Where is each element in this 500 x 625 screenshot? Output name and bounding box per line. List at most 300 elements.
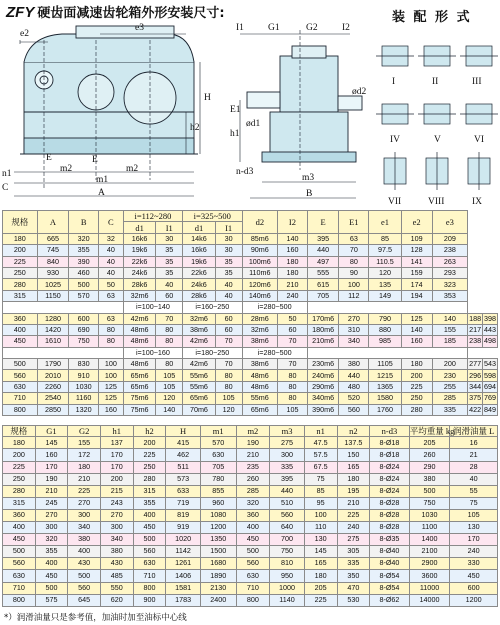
label-e3: e3 bbox=[135, 23, 144, 33]
table-cell: 1420 bbox=[37, 324, 69, 335]
label-m1: m1 bbox=[96, 175, 109, 185]
table-cell: 238 bbox=[469, 336, 482, 346]
table-row bbox=[3, 290, 498, 301]
table-cell: 500 bbox=[133, 534, 166, 546]
table-cell: 172 bbox=[68, 449, 101, 461]
table-cell: 750 bbox=[69, 336, 99, 347]
table-cell: 210 bbox=[337, 497, 370, 509]
assembly-label-4: IV bbox=[390, 135, 401, 145]
table2-header-row bbox=[3, 426, 498, 437]
table-cell: 22k6 bbox=[183, 267, 216, 278]
table-cell: 745 bbox=[37, 245, 69, 256]
table-cell: 960 bbox=[200, 497, 236, 509]
table-cell: 200 bbox=[3, 245, 38, 256]
table-row bbox=[3, 245, 498, 256]
table-cell: 40 bbox=[450, 473, 498, 485]
ratio-range-label: i=160~250 bbox=[183, 302, 242, 313]
label-I1: I1 bbox=[236, 23, 244, 33]
table-cell: 800 bbox=[3, 404, 38, 415]
table-cell: 57.5 bbox=[304, 449, 337, 461]
table-cell: 24k6 bbox=[123, 267, 156, 278]
label-h1: h1 bbox=[230, 129, 240, 139]
table-cell: 105 bbox=[278, 404, 308, 415]
table-cell: 640 bbox=[270, 522, 305, 534]
table-cell: 16 bbox=[450, 437, 498, 449]
label-E-right: E bbox=[92, 155, 98, 165]
table-cell: 380 bbox=[68, 534, 101, 546]
table-cell: 80 bbox=[215, 370, 242, 381]
table-cell: 160 bbox=[35, 449, 68, 461]
table-cell: 250 bbox=[3, 267, 38, 278]
table-cell: 42m6 bbox=[183, 336, 216, 347]
table-cell: 750 bbox=[270, 546, 305, 558]
table-cell: 65m6 bbox=[183, 393, 216, 404]
table-cell: 65m6 bbox=[242, 404, 278, 415]
table-cell: 8-Ø24 bbox=[370, 473, 410, 485]
table-cell: 28m6 bbox=[242, 313, 278, 324]
table-cell: 511 bbox=[166, 461, 201, 473]
table-cell: 28 bbox=[450, 461, 498, 473]
table-cell: 230 bbox=[432, 370, 468, 381]
side-view-drawing bbox=[240, 30, 362, 198]
table-cell: 500 bbox=[68, 570, 101, 582]
table-cell: 8-Ø18 bbox=[370, 437, 410, 449]
table-cell: 32m6 bbox=[183, 313, 216, 324]
table-cell: 290m6 bbox=[307, 381, 339, 392]
table-cell: 400 bbox=[35, 558, 68, 570]
table-cell: 560 bbox=[339, 404, 369, 415]
table-cell: 170 bbox=[100, 449, 133, 461]
table-cell: 50 bbox=[99, 279, 124, 290]
table-cell: 137.5 bbox=[337, 437, 370, 449]
table-cell: 50 bbox=[278, 313, 308, 324]
table-cell: 140 bbox=[278, 233, 308, 244]
label-d2: ød2 bbox=[352, 87, 367, 97]
table-cell: 174 bbox=[401, 279, 432, 290]
table-row bbox=[3, 336, 498, 347]
table-cell: 63 bbox=[339, 233, 369, 244]
table-cell: 55m6 bbox=[183, 370, 216, 381]
table-cell: 225 bbox=[68, 485, 101, 497]
table-cell: 280 bbox=[401, 404, 432, 415]
table-cell: 97.5 bbox=[369, 245, 402, 256]
table-cell: 80 bbox=[215, 381, 242, 392]
table-cell: 245 bbox=[35, 497, 68, 509]
table-cell: 120 bbox=[156, 393, 183, 404]
table-cell: 125 bbox=[99, 381, 124, 392]
assembly-label-8: VIII bbox=[428, 197, 445, 207]
table-cell: 560 bbox=[270, 509, 305, 521]
table-cell: 344 bbox=[469, 382, 482, 392]
table-cell: 200 bbox=[401, 370, 432, 381]
table-cell: 145 bbox=[304, 546, 337, 558]
table-cell: 80 bbox=[278, 381, 308, 392]
table-cell: 296 bbox=[469, 370, 482, 380]
table-cell: 375 bbox=[469, 393, 482, 403]
header-I2: I2 bbox=[278, 211, 308, 234]
table-cell: 14000 bbox=[409, 594, 450, 606]
divider-spacer bbox=[3, 302, 124, 313]
table-cell: 215 bbox=[100, 485, 133, 497]
assembly-label-6: VI bbox=[474, 135, 485, 145]
table-cell: 1030 bbox=[69, 381, 99, 392]
table-cell: 141 bbox=[401, 256, 432, 267]
table-cell: 120 bbox=[369, 267, 402, 278]
table-cell: 75 bbox=[304, 473, 337, 485]
table-cell: 380 bbox=[409, 473, 450, 485]
table-cell: 450 bbox=[450, 570, 498, 582]
table-cell: 300 bbox=[100, 522, 133, 534]
table-cell: 210 bbox=[68, 473, 101, 485]
table-cell: 210 bbox=[236, 449, 270, 461]
table-cell: 340 bbox=[68, 522, 101, 534]
table-cell: 30 bbox=[156, 233, 183, 244]
table-cell: 35 bbox=[215, 267, 242, 278]
table-row bbox=[3, 359, 498, 370]
header-ratio-high: i=325~500 bbox=[183, 211, 242, 222]
header-A: A bbox=[37, 211, 69, 234]
table-cell: 705 bbox=[200, 461, 236, 473]
table-cell: 450 bbox=[3, 336, 38, 347]
column-header: G1 bbox=[35, 426, 68, 437]
table-cell: 120 bbox=[215, 404, 242, 415]
table-cell: 140 bbox=[432, 313, 468, 324]
table-cell: 270 bbox=[339, 313, 369, 324]
table-cell: 470 bbox=[337, 582, 370, 594]
table-cell: 180 bbox=[278, 267, 308, 278]
table-cell: 275 bbox=[270, 437, 305, 449]
table-cell: 100 bbox=[99, 359, 124, 370]
table-cell: 320 bbox=[236, 497, 270, 509]
table-cell: 900 bbox=[133, 594, 166, 606]
column-header: H bbox=[166, 426, 201, 437]
table-row bbox=[3, 509, 498, 521]
label-E1: E1 bbox=[230, 105, 241, 115]
table-cell: 200 bbox=[432, 359, 468, 370]
table-cell: 35 bbox=[156, 245, 183, 256]
table-cell: 485 bbox=[100, 570, 133, 582]
table-cell: 1320 bbox=[69, 404, 99, 415]
table-cell: 160 bbox=[278, 245, 308, 256]
table-cell: 2400 bbox=[200, 594, 236, 606]
table-cell: 160 bbox=[99, 404, 124, 415]
table-cell: 280 bbox=[3, 279, 38, 290]
table-cell: 530 bbox=[337, 594, 370, 606]
table-cell: 1581 bbox=[166, 582, 201, 594]
table-cell: 180 bbox=[3, 437, 36, 449]
table-cell: 80 bbox=[278, 393, 308, 404]
table-cell: 320 bbox=[35, 534, 68, 546]
table-cell: 140 bbox=[156, 404, 183, 415]
table-cell: 32m6 bbox=[123, 290, 156, 301]
table-cell: 440 bbox=[339, 370, 369, 381]
table-cell: 130 bbox=[304, 534, 337, 546]
label-G2: G2 bbox=[306, 23, 318, 33]
table-cell: 1105 bbox=[369, 359, 402, 370]
header-e3: e3 bbox=[432, 211, 468, 234]
assembly-label-5: V bbox=[434, 135, 441, 145]
table-cell: 149 bbox=[369, 290, 402, 301]
table-cell: 395 bbox=[270, 473, 305, 485]
table-cell: 60 bbox=[215, 313, 242, 324]
table-cell: 750 bbox=[409, 497, 450, 509]
table-cell: 323 bbox=[432, 279, 468, 290]
table-cell: 240m6 bbox=[307, 370, 339, 381]
table-cell: 40 bbox=[99, 267, 124, 278]
table-cell: 180 bbox=[278, 256, 308, 267]
table-cell: 450 bbox=[236, 534, 270, 546]
table-cell: 105 bbox=[156, 381, 183, 392]
label-B: B bbox=[306, 189, 313, 199]
table-cell: 710 bbox=[3, 582, 36, 594]
table-cell: 48m6 bbox=[242, 370, 278, 381]
table-cell: 140 bbox=[401, 324, 432, 335]
table-cell: 1080 bbox=[200, 509, 236, 521]
table-cell: 498 bbox=[484, 336, 497, 346]
table-cell: 130 bbox=[450, 522, 498, 534]
table-row bbox=[3, 546, 498, 558]
label-H: H bbox=[204, 93, 211, 103]
table-cell: 290 bbox=[409, 461, 450, 473]
table-cell: 8-Ø18 bbox=[370, 449, 410, 461]
column-header: n-d3 bbox=[370, 426, 410, 437]
table-cell: 40 bbox=[99, 256, 124, 267]
header-C: C bbox=[99, 211, 124, 234]
table-cell: 70 bbox=[278, 359, 308, 370]
table-cell: 630 bbox=[236, 570, 270, 582]
table-cell: 1406 bbox=[166, 570, 201, 582]
table-cell: 800 bbox=[133, 582, 166, 594]
table-cell: 560 bbox=[133, 546, 166, 558]
table-cell: 270 bbox=[68, 497, 101, 509]
table-row bbox=[3, 534, 498, 546]
table-cell: 38m6 bbox=[242, 336, 278, 347]
table-cell: 105 bbox=[215, 393, 242, 404]
header-d2: d2 bbox=[242, 211, 278, 234]
table-cell: 275 bbox=[337, 534, 370, 546]
table-cell: 600 bbox=[69, 313, 99, 324]
table-row bbox=[3, 449, 498, 461]
table-cell: 694 bbox=[484, 382, 497, 392]
table-cell: 305 bbox=[337, 546, 370, 558]
table-cell: 155 bbox=[68, 437, 101, 449]
table-cell: 415 bbox=[166, 437, 201, 449]
table-cell: 620 bbox=[100, 594, 133, 606]
table-cell: 810 bbox=[270, 558, 305, 570]
table-cell: 8-Ø28 bbox=[370, 522, 410, 534]
table-cell: 500 bbox=[35, 582, 68, 594]
table-cell: 340 bbox=[339, 336, 369, 347]
table-cell: 67.5 bbox=[304, 461, 337, 473]
table-cell: 240 bbox=[278, 290, 308, 301]
table-cell: 120m6 bbox=[242, 279, 278, 290]
table-cell: 225 bbox=[304, 594, 337, 606]
table-cell: 38m6 bbox=[242, 359, 278, 370]
table-cell: 40 bbox=[215, 279, 242, 290]
table-cell: 633 bbox=[166, 485, 201, 497]
table-cell: 217 bbox=[469, 325, 482, 335]
table-cell: 500 bbox=[3, 546, 36, 558]
assembly-subtitle: 装 配 形 式 bbox=[392, 10, 472, 25]
table-cell: 150 bbox=[337, 449, 370, 461]
table-cell: 1025 bbox=[37, 279, 69, 290]
table-cell: 100 bbox=[304, 509, 337, 521]
table-cell: 919 bbox=[166, 522, 201, 534]
table-cell: 180 bbox=[3, 233, 38, 244]
table-cell: 598 bbox=[484, 370, 497, 380]
label-n-d3: n-d3 bbox=[236, 167, 254, 177]
table-cell: 260 bbox=[236, 473, 270, 485]
table-cell: 21 bbox=[450, 449, 498, 461]
table-cell: 170m6 bbox=[307, 313, 339, 324]
table-cell: 28k6 bbox=[183, 290, 216, 301]
table-cell: 32 bbox=[99, 233, 124, 244]
table-cell: 450 bbox=[133, 522, 166, 534]
table-cell: 38m6 bbox=[183, 324, 216, 335]
table-cell: 840 bbox=[37, 256, 69, 267]
table-cell: 1030 bbox=[409, 509, 450, 521]
table-cell: 250 bbox=[133, 461, 166, 473]
table-cell: 90 bbox=[339, 267, 369, 278]
table-cell: 22k6 bbox=[123, 256, 156, 267]
table-cell: 277 bbox=[469, 359, 482, 369]
table-cell: 195 bbox=[337, 485, 370, 497]
table-cell: 260 bbox=[409, 449, 450, 461]
table-cell: 719 bbox=[166, 497, 201, 509]
subheader-d1: d1 bbox=[123, 222, 156, 233]
table-cell: 630 bbox=[133, 558, 166, 570]
table-row bbox=[3, 279, 498, 290]
table-cell: 165 bbox=[304, 558, 337, 570]
label-h2: h2 bbox=[190, 123, 200, 133]
label-G1: G1 bbox=[268, 23, 280, 33]
table-cell: 1200 bbox=[450, 594, 498, 606]
table-cell: 243 bbox=[100, 497, 133, 509]
table-cell: 270 bbox=[35, 509, 68, 521]
table-cell: 950 bbox=[270, 570, 305, 582]
header-spec: 规格 bbox=[3, 211, 38, 234]
table-cell: 170 bbox=[35, 461, 68, 473]
table-cell: 70 bbox=[215, 336, 242, 347]
table-cell: 555 bbox=[307, 267, 339, 278]
table-cell: 48m6 bbox=[123, 324, 156, 335]
table-cell: 355 bbox=[35, 546, 68, 558]
table-cell: 353 bbox=[432, 290, 468, 301]
assembly-label-9: IX bbox=[472, 197, 483, 207]
table-cell: 1400 bbox=[409, 534, 450, 546]
title-text: 硬齿面减速齿轮箱外形安装尺寸: bbox=[37, 6, 225, 21]
table-cell: 849 bbox=[484, 404, 497, 414]
table-cell: 630 bbox=[3, 381, 38, 392]
table-cell: 790 bbox=[369, 313, 402, 324]
table-cell: 293 bbox=[432, 267, 468, 278]
table-cell: 500 bbox=[69, 279, 99, 290]
table-cell: 128 bbox=[401, 245, 432, 256]
table-cell: 160 bbox=[401, 336, 432, 347]
table-cell: 285 bbox=[432, 393, 468, 404]
header-E: E bbox=[307, 211, 339, 234]
label-A: A bbox=[98, 188, 105, 198]
table-cell: 185 bbox=[432, 336, 468, 347]
label-I2: I2 bbox=[342, 23, 350, 33]
ratio-range-label: i=100~140 bbox=[123, 302, 182, 313]
table-cell: 315 bbox=[133, 485, 166, 497]
table-cell: 235 bbox=[236, 461, 270, 473]
table-cell: 400 bbox=[68, 546, 101, 558]
subheader-I1: I1 bbox=[215, 222, 242, 233]
table-cell: 380 bbox=[339, 359, 369, 370]
table-cell: 209 bbox=[432, 233, 468, 244]
table-cell: 1020 bbox=[166, 534, 201, 546]
header-B: B bbox=[69, 211, 99, 234]
table-row bbox=[3, 558, 498, 570]
table1-body bbox=[3, 233, 498, 415]
table-cell: 710 bbox=[133, 570, 166, 582]
table-cell: 390m6 bbox=[307, 404, 339, 415]
table-cell: 550 bbox=[100, 582, 133, 594]
table-cell: 200 bbox=[3, 449, 36, 461]
table-cell: 32m6 bbox=[242, 324, 278, 335]
table-cell: 35 bbox=[156, 267, 183, 278]
table-cell: 194 bbox=[401, 290, 432, 301]
table-cell: 1365 bbox=[369, 381, 402, 392]
table-cell: 140m6 bbox=[242, 290, 278, 301]
table-cell: 355 bbox=[133, 497, 166, 509]
table-cell: 645 bbox=[68, 594, 101, 606]
table-cell: 360 bbox=[3, 313, 38, 324]
table-cell: 280 bbox=[3, 485, 36, 497]
table-cell: 70m6 bbox=[183, 404, 216, 415]
table-cell: 100m6 bbox=[242, 256, 278, 267]
table-cell: 180 bbox=[401, 359, 432, 370]
table-cell: 80 bbox=[339, 256, 369, 267]
table-row bbox=[3, 485, 498, 497]
column-header: 润滑油量 L bbox=[450, 426, 498, 437]
table-cell: 80 bbox=[99, 324, 124, 335]
table-cell: 315 bbox=[3, 290, 38, 301]
table-cell: 48m6 bbox=[242, 381, 278, 392]
table-cell: 800 bbox=[236, 594, 270, 606]
subheader-I1: I1 bbox=[156, 222, 183, 233]
ratio-range-label: i=280~500 bbox=[242, 347, 307, 358]
table-cell: 135 bbox=[369, 279, 402, 290]
table-cell: 155 bbox=[432, 324, 468, 335]
table-cell: 8-Ø24 bbox=[370, 461, 410, 473]
table-cell: 80 bbox=[278, 370, 308, 381]
table-cell: 263 bbox=[432, 256, 468, 267]
table-cell: 180 bbox=[304, 570, 337, 582]
dimension-table-1 bbox=[2, 210, 498, 416]
table-cell: 65m6 bbox=[123, 381, 156, 392]
table-cell: 8-Ø40 bbox=[370, 546, 410, 558]
table-cell: 190 bbox=[236, 437, 270, 449]
header-e2: e2 bbox=[401, 211, 432, 234]
table-cell: 80 bbox=[156, 359, 183, 370]
table-cell: 430 bbox=[100, 558, 133, 570]
table-cell: 137 bbox=[100, 437, 133, 449]
table-cell: 2850 bbox=[37, 404, 69, 415]
table-cell: 180 bbox=[68, 461, 101, 473]
ratio-range-label: i=280~500 bbox=[242, 302, 307, 313]
table-cell: 440 bbox=[270, 485, 305, 497]
header-E1: E1 bbox=[339, 211, 369, 234]
table-cell: 105 bbox=[156, 370, 183, 381]
column-header: 规格 bbox=[3, 426, 36, 437]
table-row bbox=[3, 570, 498, 582]
table-cell: 159 bbox=[401, 267, 432, 278]
table-cell: 80 bbox=[99, 336, 124, 347]
table-cell: 2130 bbox=[200, 582, 236, 594]
